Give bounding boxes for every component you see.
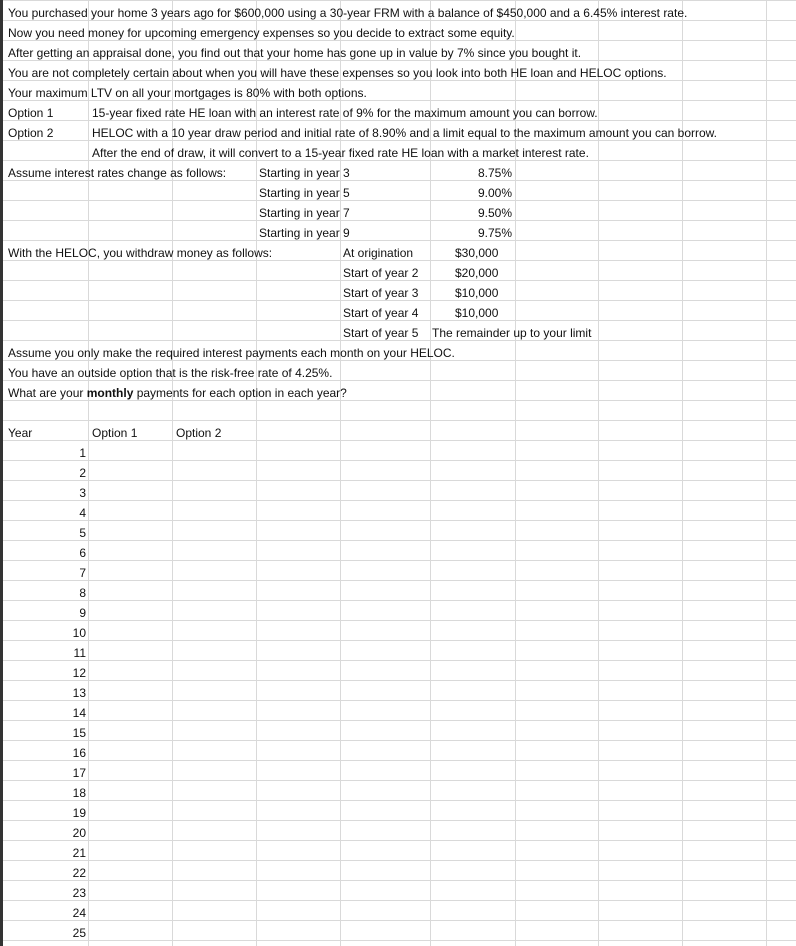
year-cell[interactable]: 11 (73, 646, 86, 660)
note-line-2[interactable]: You have an outside option that is the risk-free rate of 4.25%. (8, 366, 333, 380)
year-cell[interactable]: 24 (72, 906, 86, 920)
year-cell[interactable]: 21 (72, 846, 86, 860)
year-cell[interactable]: 7 (79, 566, 86, 580)
year-cell[interactable]: 10 (72, 626, 86, 640)
rate-value[interactable]: 9.75% (477, 226, 512, 240)
year-cell[interactable]: 12 (72, 666, 86, 680)
withdrawal-when[interactable]: Start of year 4 (343, 306, 419, 320)
intro-line-5[interactable]: Your maximum LTV on all your mortgages is 80% with both options. (8, 86, 367, 100)
rate-when[interactable]: Starting in year 9 (259, 226, 350, 240)
intro-line-3[interactable]: After getting an appraisal done, you find out that your home has gone up in value by 7% since you bought it. (8, 46, 582, 60)
year-cell[interactable]: 4 (79, 506, 86, 520)
withdrawal-when[interactable]: Start of year 5 (343, 326, 419, 340)
withdrawals-label[interactable]: With the HELOC, you withdraw money as follows: (8, 246, 273, 260)
col-divider (766, 0, 767, 946)
option-1-text[interactable]: 15-year fixed rate HE loan with an interest rate of 9% for the maximum amount you can borrow. (92, 106, 598, 120)
withdrawal-amount[interactable]: $20,000 (455, 266, 499, 280)
left-border (0, 0, 3, 946)
header-option-2[interactable]: Option 2 (176, 426, 222, 440)
header-option-1[interactable]: Option 1 (92, 426, 138, 440)
year-cell[interactable]: 2 (79, 466, 86, 480)
withdrawal-when[interactable]: Start of year 3 (343, 286, 419, 300)
option-2-label[interactable]: Option 2 (8, 126, 54, 140)
rate-when[interactable]: Starting in year 5 (259, 186, 350, 200)
rates-label[interactable]: Assume interest rates change as follows: (8, 166, 227, 180)
rate-value[interactable]: 9.50% (477, 206, 512, 220)
year-cell[interactable]: 6 (79, 546, 86, 560)
rate-when[interactable]: Starting in year 3 (259, 166, 350, 180)
year-cell[interactable]: 9 (79, 606, 86, 620)
withdrawal-when[interactable]: At origination (343, 246, 414, 260)
rate-value[interactable]: 8.75% (477, 166, 512, 180)
year-cell[interactable]: 14 (72, 706, 86, 720)
withdrawal-amount[interactable]: $10,000 (455, 286, 499, 300)
option-2-text-2[interactable]: After the end of draw, it will convert to a 15-year fixed rate HE loan with a market interest rate. (92, 146, 589, 160)
rate-value[interactable]: 9.00% (477, 186, 512, 200)
intro-line-2[interactable]: Now you need money for upcoming emergency expenses so you decide to extract some equity. (8, 26, 515, 40)
header-year[interactable]: Year (8, 426, 33, 440)
year-cell[interactable]: 23 (72, 886, 86, 900)
withdrawal-amount[interactable]: $30,000 (455, 246, 499, 260)
rate-when[interactable]: Starting in year 7 (259, 206, 350, 220)
option-2-text[interactable]: HELOC with a 10 year draw period and initial rate of 8.90% and a limit equal to the maximum amount you can borrow. (92, 126, 717, 140)
year-cell[interactable]: 1 (79, 446, 86, 460)
question-pre: What are your (8, 386, 87, 400)
year-cell[interactable]: 8 (79, 586, 86, 600)
year-cell[interactable]: 13 (72, 686, 86, 700)
year-cell[interactable]: 19 (72, 806, 86, 820)
intro-line-4[interactable]: You are not completely certain about when you will have these expenses so you look into both HE loan and HELOC options. (8, 66, 667, 80)
year-cell[interactable]: 18 (72, 786, 86, 800)
year-cell[interactable]: 20 (72, 826, 86, 840)
year-cell[interactable]: 16 (72, 746, 86, 760)
withdrawal-amount[interactable]: The remainder up to your limit (432, 326, 592, 340)
question-bold: monthly (86, 386, 134, 400)
option-1-label[interactable]: Option 1 (8, 106, 54, 120)
note-line-1[interactable]: Assume you only make the required interest payments each month on your HELOC. (8, 346, 455, 360)
question-post: payments for each option in each year? (133, 386, 347, 400)
intro-line-1[interactable]: You purchased your home 3 years ago for $600,000 using a 30-year FRM with a balance of $450,000 and a 6.45% interest rate. (8, 6, 688, 20)
year-cell[interactable]: 17 (72, 766, 86, 780)
question-line[interactable] (8, 383, 347, 403)
year-cell[interactable]: 22 (72, 866, 86, 880)
year-cell[interactable]: 15 (72, 726, 86, 740)
withdrawal-when[interactable]: Start of year 2 (343, 266, 419, 280)
withdrawal-amount[interactable]: $10,000 (455, 306, 499, 320)
col-divider (88, 0, 89, 946)
year-cell[interactable]: 3 (79, 486, 86, 500)
year-cell[interactable]: 5 (79, 526, 86, 540)
year-cell[interactable]: 25 (72, 926, 86, 940)
